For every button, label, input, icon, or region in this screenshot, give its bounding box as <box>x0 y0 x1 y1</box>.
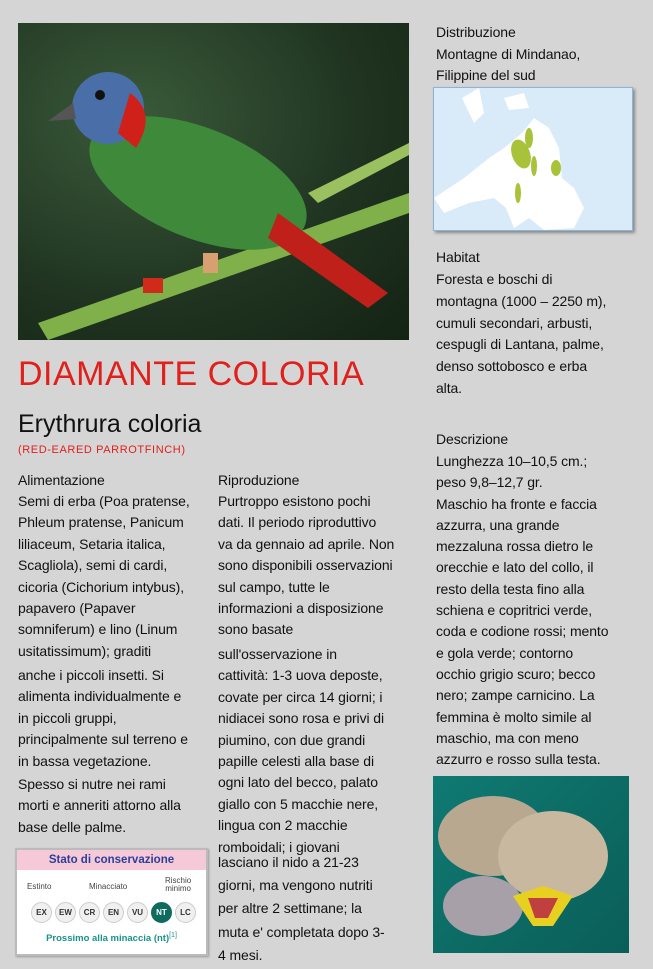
alimentazione-text-1: Semi di erba (Poa pratense, Phleum pratense, Panicum liliaceum, Setaria italica, Scagliola), semi di cardi, cicoria (Cichorium intybus), papavero (Papaver somniferum) e lino (Linum usitatissimum); graditi <box>18 493 190 659</box>
category-lc: LC <box>175 902 196 923</box>
alimentazione-text-3: Spesso si nutre nei rami morti e anneriti attorno alla base delle palme. <box>18 776 181 835</box>
descrizione-heading: Descrizione <box>436 431 509 447</box>
label-threatened: Minacciato <box>89 882 128 891</box>
riproduzione-text-1: Purtroppo esistono pochi dati. Il periodo riproduttivo va da gennaio ad aprile. Non sono disponibili osservazioni sul campo, tutte le informazioni a disposizione sono basate <box>218 493 395 638</box>
riproduzione-text-2: sull'osservazione in cattività: 1-3 uova deposte, covate per circa 14 giorni; i nidiacei sono rosa e privi di piumino, con due grandi papille celesti alla base di ogni lato del becco, palato giallo con 5 macchie nere, lingua con 2 macchie romboidali; i giovani <box>218 646 384 855</box>
category-ew: EW <box>55 902 76 923</box>
habitat-heading: Habitat <box>436 249 480 265</box>
distribution-map <box>433 87 633 231</box>
conservation-title: Stato di conservazione <box>17 850 206 870</box>
label-extinct: Estinto <box>27 882 52 891</box>
distribuzione-heading: Distribuzione <box>436 24 516 40</box>
chicks-photo <box>433 776 629 953</box>
species-name: Erythrura coloria <box>18 410 202 438</box>
descrizione-text: Lunghezza 10–10,5 cm.; peso 9,8–12,7 gr. Maschio ha fronte e faccia azzurra, una grande mezzaluna rossa dietro le orecchie e lato del collo, il resto della testa fino alla schiena e copritrici verde, coda e codione rossi; mento e gola verde; contorno occhio grigio scuro; becco nero; zampe carnicino. La femmina è molto simile al maschio, ma con meno azzurro e rosso sulla testa. <box>436 453 609 768</box>
alimentazione-text-2: anche i piccoli insetti. Si alimenta individualmente e in piccoli gruppi, principalmente sul terreno e in bassa vegetazione. <box>18 667 188 769</box>
bird-photo <box>18 23 409 340</box>
riproduzione-text-3: lasciano il nido a 21-23 giorni, ma vengono nutriti per altre 2 settimane; la muta e' completata dopo 3- 4 mesi. <box>218 854 385 963</box>
conservation-status-box <box>15 848 208 956</box>
conservation-status-text: Prossimo alla minaccia (nt)[1] <box>46 932 177 945</box>
category-cr: CR <box>79 902 100 923</box>
category-vu: VU <box>127 902 148 923</box>
distribuzione-text: Montagne di Mindanao, Filippine del sud <box>436 46 581 84</box>
common-name: (RED-EARED PARROTFINCH) <box>18 444 186 456</box>
habitat-text: Foresta e boschi di montagna (1000 – 2250 m), cumuli secondari, arbusti, cespugli di Lantana, palme, denso sottobosco e erba alta. <box>436 271 607 396</box>
category-en: EN <box>103 902 124 923</box>
page-title: DIAMANTE COLORIA <box>18 355 365 393</box>
reference-link[interactable]: [1] <box>169 932 177 939</box>
label-least-concern: Rischio minimo <box>165 876 192 893</box>
category-nt: NT <box>151 902 172 923</box>
alimentazione-heading: Alimentazione <box>18 472 105 488</box>
riproduzione-heading: Riproduzione <box>218 472 300 488</box>
category-ex: EX <box>31 902 52 923</box>
